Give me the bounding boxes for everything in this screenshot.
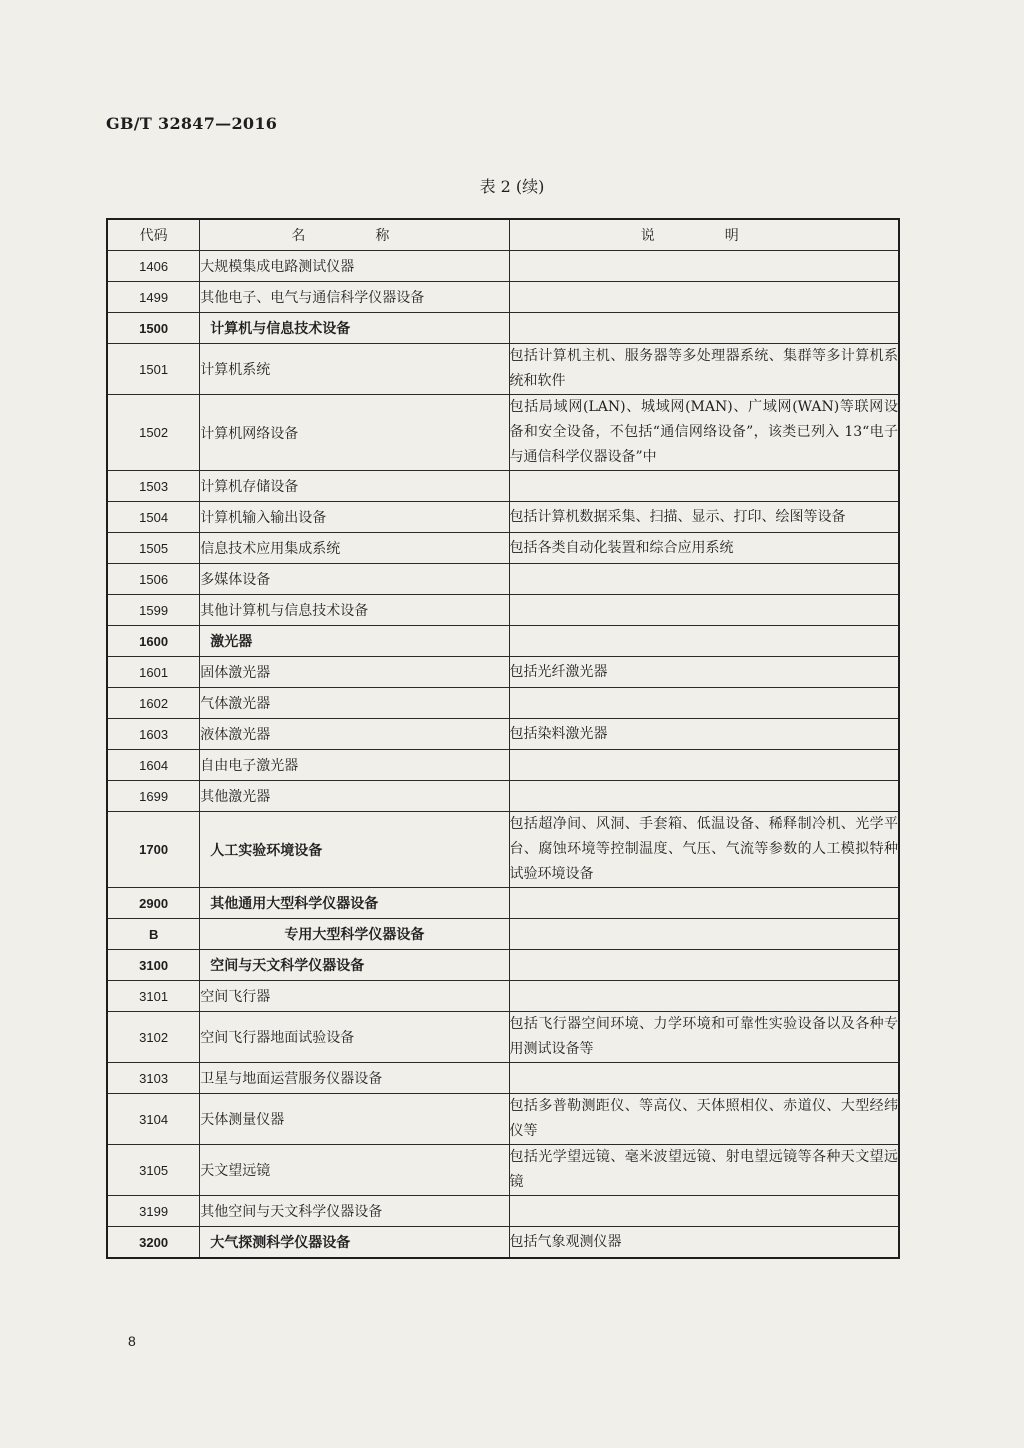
table-row bbox=[107, 1063, 899, 1094]
row-code: 3100 bbox=[107, 950, 200, 981]
row-code: 1504 bbox=[107, 502, 200, 533]
row-name: 其他计算机与信息技术设备 bbox=[200, 595, 509, 626]
header-description: 说 明 bbox=[509, 219, 899, 251]
equipment-classification-table bbox=[106, 218, 900, 1259]
row-name: 计算机输入输出设备 bbox=[200, 502, 509, 533]
row-code: 1603 bbox=[107, 719, 200, 750]
row-description bbox=[509, 564, 899, 595]
row-description bbox=[509, 251, 899, 282]
row-name: 大规模集成电路测试仪器 bbox=[200, 251, 509, 282]
row-code: 1599 bbox=[107, 595, 200, 626]
table-row bbox=[107, 1012, 899, 1063]
table-row bbox=[107, 919, 899, 950]
row-code: 3200 bbox=[107, 1227, 200, 1259]
table-row bbox=[107, 981, 899, 1012]
table-row bbox=[107, 719, 899, 750]
table-row bbox=[107, 1094, 899, 1145]
row-description bbox=[509, 1063, 899, 1094]
table-row bbox=[107, 502, 899, 533]
table-header-row bbox=[107, 219, 899, 251]
row-description: 包括染料激光器 bbox=[509, 719, 899, 750]
table-row bbox=[107, 1145, 899, 1196]
table-row bbox=[107, 688, 899, 719]
row-code: 3105 bbox=[107, 1145, 200, 1196]
row-name: 其他通用大型科学仪器设备 bbox=[200, 888, 509, 919]
page-number: 8 bbox=[128, 1333, 136, 1349]
row-name: 其他激光器 bbox=[200, 781, 509, 812]
table-row bbox=[107, 950, 899, 981]
row-description: 包括超净间、风洞、手套箱、低温设备、稀释制冷机、光学平台、腐蚀环境等控制温度、气压、气流等参数的人工模拟特种试验环境设备 bbox=[509, 812, 899, 888]
row-description bbox=[509, 471, 899, 502]
table-row bbox=[107, 781, 899, 812]
row-description: 包括多普勒测距仪、等高仪、天体照相仪、赤道仪、大型经纬仪等 bbox=[509, 1094, 899, 1145]
row-description: 包括各类自动化装置和综合应用系统 bbox=[509, 533, 899, 564]
row-name: 计算机与信息技术设备 bbox=[200, 313, 509, 344]
row-code: 3199 bbox=[107, 1196, 200, 1227]
table-row bbox=[107, 282, 899, 313]
row-name: 人工实验环境设备 bbox=[200, 812, 509, 888]
row-description bbox=[509, 888, 899, 919]
row-description bbox=[509, 750, 899, 781]
row-name: 计算机网络设备 bbox=[200, 395, 509, 471]
row-code: 2900 bbox=[107, 888, 200, 919]
row-code: 3101 bbox=[107, 981, 200, 1012]
row-description: 包括局域网(LAN)、城域网(MAN)、广域网(WAN)等联网设备和安全设备，不包括“通信网络设备”，该类已列入 13“电子与通信科学仪器设备”中 bbox=[509, 395, 899, 471]
row-name: 激光器 bbox=[200, 626, 509, 657]
row-code: 1604 bbox=[107, 750, 200, 781]
row-description bbox=[509, 919, 899, 950]
row-description: 包括气象观测仪器 bbox=[509, 1227, 899, 1259]
row-code: 1602 bbox=[107, 688, 200, 719]
table-row bbox=[107, 595, 899, 626]
row-code: 1699 bbox=[107, 781, 200, 812]
table-row bbox=[107, 626, 899, 657]
row-name: 其他空间与天文科学仪器设备 bbox=[200, 1196, 509, 1227]
row-code: 1501 bbox=[107, 344, 200, 395]
row-code: B bbox=[107, 919, 200, 950]
standard-number: GB/T 32847—2016 bbox=[106, 114, 278, 133]
row-code: 3103 bbox=[107, 1063, 200, 1094]
row-code: 1500 bbox=[107, 313, 200, 344]
row-name: 卫星与地面运营服务仪器设备 bbox=[200, 1063, 509, 1094]
table-row bbox=[107, 1227, 899, 1259]
table-row bbox=[107, 344, 899, 395]
table-caption: 表 2 (续) bbox=[479, 177, 545, 196]
table-row bbox=[107, 471, 899, 502]
row-description bbox=[509, 282, 899, 313]
row-name: 气体激光器 bbox=[200, 688, 509, 719]
row-name: 空间与天文科学仪器设备 bbox=[200, 950, 509, 981]
row-code: 1406 bbox=[107, 251, 200, 282]
table-row bbox=[107, 750, 899, 781]
table-row bbox=[107, 812, 899, 888]
row-description bbox=[509, 626, 899, 657]
table-row bbox=[107, 564, 899, 595]
row-name: 固体激光器 bbox=[200, 657, 509, 688]
row-name: 天体测量仪器 bbox=[200, 1094, 509, 1145]
table-row bbox=[107, 1196, 899, 1227]
row-name: 其他电子、电气与通信科学仪器设备 bbox=[200, 282, 509, 313]
row-description: 包括光纤激光器 bbox=[509, 657, 899, 688]
row-code: 1499 bbox=[107, 282, 200, 313]
row-description bbox=[509, 950, 899, 981]
row-name: 多媒体设备 bbox=[200, 564, 509, 595]
row-description: 包括计算机主机、服务器等多处理器系统、集群等多计算机系统和软件 bbox=[509, 344, 899, 395]
row-description bbox=[509, 781, 899, 812]
table-row bbox=[107, 888, 899, 919]
row-code: 1700 bbox=[107, 812, 200, 888]
row-code: 1505 bbox=[107, 533, 200, 564]
row-code: 3102 bbox=[107, 1012, 200, 1063]
row-code: 1600 bbox=[107, 626, 200, 657]
table-row bbox=[107, 533, 899, 564]
row-name: 大气探测科学仪器设备 bbox=[200, 1227, 509, 1259]
row-description: 包括飞行器空间环境、力学环境和可靠性实验设备以及各种专用测试设备等 bbox=[509, 1012, 899, 1063]
table-row bbox=[107, 313, 899, 344]
table-row bbox=[107, 251, 899, 282]
row-name: 空间飞行器地面试验设备 bbox=[200, 1012, 509, 1063]
row-description bbox=[509, 313, 899, 344]
header-code: 代码 bbox=[107, 219, 200, 251]
row-code: 1502 bbox=[107, 395, 200, 471]
row-name: 信息技术应用集成系统 bbox=[200, 533, 509, 564]
row-name: 计算机存储设备 bbox=[200, 471, 509, 502]
row-description bbox=[509, 688, 899, 719]
row-name: 液体激光器 bbox=[200, 719, 509, 750]
row-description: 包括光学望远镜、毫米波望远镜、射电望远镜等各种天文望远镜 bbox=[509, 1145, 899, 1196]
table-row bbox=[107, 657, 899, 688]
row-description bbox=[509, 595, 899, 626]
row-name: 专用大型科学仪器设备 bbox=[200, 919, 509, 950]
row-description bbox=[509, 981, 899, 1012]
row-code: 1601 bbox=[107, 657, 200, 688]
row-name: 天文望远镜 bbox=[200, 1145, 509, 1196]
row-name: 空间飞行器 bbox=[200, 981, 509, 1012]
row-name: 计算机系统 bbox=[200, 344, 509, 395]
row-description: 包括计算机数据采集、扫描、显示、打印、绘图等设备 bbox=[509, 502, 899, 533]
header-name: 名 称 bbox=[200, 219, 509, 251]
table-row bbox=[107, 395, 899, 471]
row-description bbox=[509, 1196, 899, 1227]
row-code: 3104 bbox=[107, 1094, 200, 1145]
table-body bbox=[107, 251, 899, 1259]
row-name: 自由电子激光器 bbox=[200, 750, 509, 781]
row-code: 1506 bbox=[107, 564, 200, 595]
row-code: 1503 bbox=[107, 471, 200, 502]
